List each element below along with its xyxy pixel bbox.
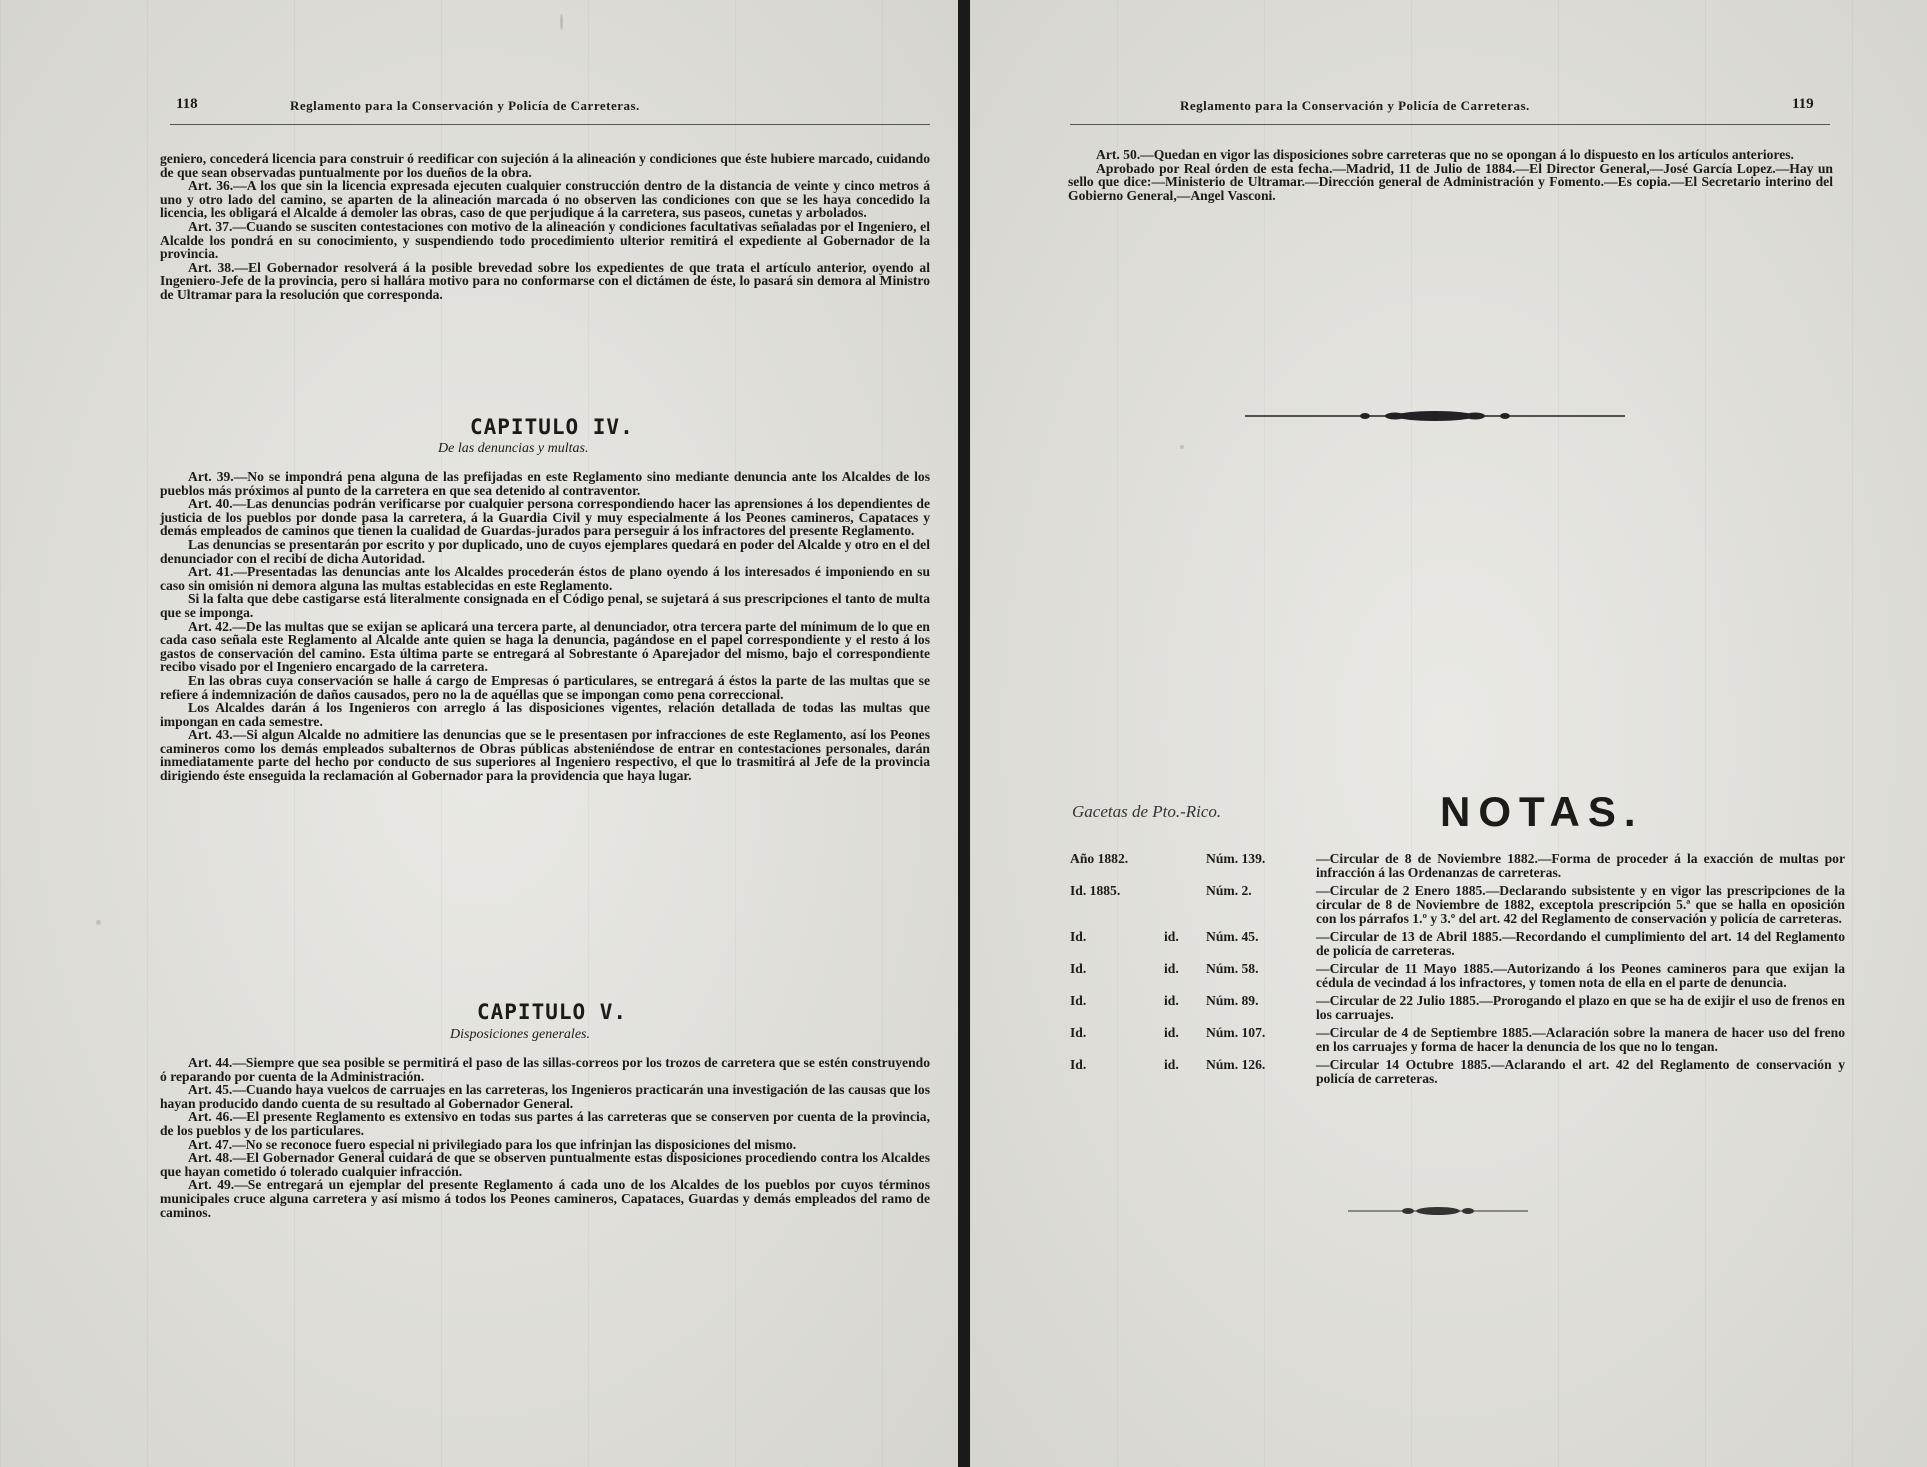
note-number: Núm. 58. <box>1206 961 1259 976</box>
note-description: —Circular de 22 Julio 1885.—Prorogando el plazo en que se ha de exijir el uso de frenos en los carruajes. <box>1316 993 1845 1022</box>
note-description: —Circular de 13 de Abril 1885.—Recordando el cumplimiento del art. 14 del Reglamento de policía de carreteras. <box>1316 929 1845 958</box>
paragraph: Art. 43.—Si algun Alcalde no admitiere las denuncias que se le presentasen por infracciones de este Reglamento, así los Peones camineros como los demás empleados subalternos de Obras públicas absteniéndose de entrar en contestaciones personales, darán inmediatamente parte del hecho por conducto de sus superiores al Ingeniero respectivo, el que lo trasmitirá al Jefe de la provincia dirigiendo éste enseguida la reclamación al Gobernador para la providencia que haya lugar. <box>160 727 930 784</box>
paragraph: Art. 36.—A los que sin la licencia expresada ejecuten cualquier construcción dentro de la distancia de veinte y cinco metros á uno y otro lado del camino, se aparten de la alineación marcada ó no observen las condiciones con que se les haya concedido la licencia, les obligará el Alcalde á demoler las obras, caso de que perjudique á la carretera, sus paseos, cunetas y arbolados. <box>160 178 930 221</box>
running-head: Reglamento para la Conservación y Policía de Carreteras. <box>1180 98 1530 113</box>
chapter-subtitle: De las denuncias y multas. <box>438 441 589 456</box>
paragraph: Art. 50.—Quedan en vigor las disposiciones sobre carreteras que no se opongan á lo dispuesto en los artículos anteriores. <box>1096 147 1794 162</box>
chapter-title: CAPITULO IV. <box>470 415 634 439</box>
paragraph: Art. 44.—Siempre que sea posible se permitirá el paso de las sillas-correos por los trozos de carretera que se estén construyendo ó reparando por cuenta de la Administración. <box>160 1055 930 1084</box>
left-page <box>0 0 958 1467</box>
header-rule <box>170 124 930 125</box>
paragraph: Art. 40.—Las denuncias podrán verificarse por cualquier persona correspondiendo hacer las aprensiones á los dependientes de justicia de los pueblos por donde pasa la carretera, á la Guardia Civil y muy especialmente á los Peones camineros, Capataces y demás empleados de caminos que tienen la cualidad de Guardas-jurados para perseguir á los infractores del presente Reglamento. <box>160 496 930 539</box>
notes-table <box>1070 852 1845 1090</box>
note-row <box>1070 994 1845 1022</box>
note-row <box>1070 962 1845 990</box>
note-id: id. <box>1164 929 1179 944</box>
note-number: Núm. 126. <box>1206 1057 1266 1072</box>
book-gutter <box>958 0 970 1467</box>
paragraph: Art. 45.—Cuando haya vuelcos de carruajes en las carreteras, los Ingenieros practicarán una investigación de las causas que los hayan producido dando cuenta de su resultado al Gobernador General. <box>160 1082 930 1111</box>
note-description: —Circular de 11 Mayo 1885.—Autorizando á los Peones camineros para que exijan la cédula de vecindad á los infractores, y tomen nota de ella en el parte de denuncia. <box>1316 961 1845 990</box>
page-number: 119 <box>1792 96 1814 112</box>
note-id <box>1164 852 1206 880</box>
chapter-title: CAPITULO V. <box>477 1000 628 1024</box>
note-description: —Circular de 4 de Septiembre 1885.—Aclaración sobre la manera de hacer uso del freno en los carruajes y forma de hacer la denuncia de los que no lo tengan. <box>1316 1025 1845 1054</box>
paragraph: Art. 37.—Cuando se susciten contestaciones con motivo de la alineación y condiciones facultativas señaladas por el Ingeniero, el Alcalde los pondrá en su conocimiento, y suspendiendo todo procedimiento ulterior remitirá el expediente al Gobernador de la provincia. <box>160 218 930 262</box>
ink-speck <box>1530 800 1534 804</box>
paragraph: Art. 41.—Presentadas las denuncias ante los Alcaldes procederán éstos de plano oyendo á los interesados é imponiendo en su caso sin omisión ni demora alguna las multas establecidas en este Reglamento. <box>160 564 930 593</box>
header-rule <box>1070 124 1830 125</box>
paragraph: Art. 49.—Se entregará un ejemplar del presente Reglamento á cada uno de los Alcaldes de los pueblos por cuyos términos municipales cruce alguna carretera y así mismo á todos los Peones camineros, Capataces, Guardas y demás empleados del ramo de caminos. <box>160 1177 930 1220</box>
note-id: id. <box>1164 961 1179 976</box>
note-description: —Circular de 2 Enero 1885.—Declarando subsistente y en vigor las prescripciones de la circular de 8 de Noviembre de 1882, exceptola prescripción 5.ª que se halla en oposición con los párrafos 1.º y 3.º del art. 42 del Reglamento de conservación y policía de carreteras. <box>1316 883 1845 926</box>
note-row <box>1070 1026 1845 1054</box>
notas-title: NOTAS. <box>1440 788 1644 835</box>
note-year: Id. <box>1070 1025 1087 1040</box>
note-number: Núm. 107. <box>1206 1025 1266 1040</box>
text-block <box>160 470 930 783</box>
note-number: Núm. 45. <box>1206 929 1259 944</box>
note-year: Id. <box>1070 1057 1087 1072</box>
ink-speck <box>560 14 563 30</box>
paragraph: Aprobado por Real órden de esta fecha.—Madrid, 11 de Julio de 1884.—El Director General,—José García Lopez.—Hay un sello que dice:—Ministerio de Ultramar.—Dirección general de Administración y Fomento.—Es copia.—El Secretario interino del Gobierno General,—Angel Vasconi. <box>1068 160 1833 203</box>
paragraph: Art. 42.—De las multas que se exijan se aplicará una tercera parte, al denunciador, otra tercera parte del mínimum de lo que en cada caso señala este Reglamento al Alcalde ante quien se haga la denuncia, pagándose en el papel correspondiente y el resto á los gastos de conservación del camino. Esta última parte se entregará al Sobrestante ó Aparejador del mismo, bajo el correspondiente recibo visado por el Ingeniero encargado de la carretera. <box>160 618 930 675</box>
paragraph: Si la falta que debe castigarse está literalmente consignada en el Código penal, se sujetará á sus prescripciones el tanto de multa que se imponga. <box>160 591 930 620</box>
paragraph: En las obras cuya conservación se halle á cargo de Empresas ó particulares, se entregará á éstos la parte de las multas que se refiere á indemnización de daños causados, pero no la de aquéllas que se impongan como pena correccional. <box>160 672 930 702</box>
chapter-subtitle: Disposiciones generales. <box>450 1027 590 1042</box>
note-id <box>1164 884 1206 926</box>
paragraph: Art. 48.—El Gobernador General cuidará de que se observen puntualmente estas disposiciones procediendo contra los Alcaldes que hayan cometido ó tolerado cualquier infracción. <box>160 1150 930 1179</box>
note-year: Año 1882. <box>1070 851 1129 866</box>
page-number: 118 <box>176 96 198 112</box>
note-year: Id. <box>1070 929 1087 944</box>
text-block <box>1068 148 1833 202</box>
paragraph: geniero, concederá licencia para construir ó reedificar con sujeción á la alineación y condiciones que éste hubiere marcado, cuidando de que sean observadas puntualmente por los dueños de la obra. <box>160 151 930 180</box>
text-block <box>160 1056 930 1219</box>
note-number: Núm. 89. <box>1206 993 1259 1008</box>
note-year: Id. 1885. <box>1070 883 1121 898</box>
text-block <box>160 152 930 302</box>
note-id: id. <box>1164 993 1179 1008</box>
note-number: Núm. 2. <box>1206 883 1252 898</box>
gaceta-label: Gacetas de Pto.-Rico. <box>1072 802 1222 821</box>
note-row <box>1070 1058 1845 1086</box>
note-year: Id. <box>1070 961 1087 976</box>
paragraph: Las denuncias se presentarán por escrito y por duplicado, uno de cuyos ejemplares quedará en poder del Alcalde y otro en el del denunciador con el recibí de dicha Autoridad. <box>160 536 930 566</box>
paragraph: Art. 46.—El presente Reglamento es extensivo en todas sus partes á las carreteras que se conserven por cuenta de la provincia, de los pueblos y de los particulares. <box>160 1109 930 1138</box>
note-id: id. <box>1164 1057 1179 1072</box>
ornament-divider <box>1348 1205 1528 1217</box>
note-row <box>1070 930 1845 958</box>
paragraph: Art. 47.—No se reconoce fuero especial ni privilegiado para los que infrinjan las disposiciones del mismo. <box>188 1136 797 1152</box>
right-page <box>970 0 1927 1467</box>
note-year: Id. <box>1070 993 1087 1008</box>
ink-speck <box>1180 445 1184 449</box>
note-row <box>1070 852 1845 880</box>
note-id: id. <box>1164 1025 1179 1040</box>
note-number: Núm. 139. <box>1206 851 1266 866</box>
note-description: —Circular de 8 de Noviembre 1882.—Forma de proceder á la exacción de multas por infracción á las Ordenanzas de carreteras. <box>1316 851 1845 880</box>
ink-speck <box>96 920 101 925</box>
ornament-divider <box>1245 410 1625 422</box>
paragraph: Los Alcaldes darán á los Ingenieros con arreglo á las disposiciones vigentes, relación detallada de todas las multas que impongan en cada semestre. <box>160 700 930 729</box>
note-row <box>1070 884 1845 926</box>
note-description: —Circular 14 Octubre 1885.—Aclarando el art. 42 del Reglamento de conservación y policía de carreteras. <box>1316 1057 1845 1086</box>
paragraph: Art. 38.—El Gobernador resolverá á la posible brevedad sobre los expedientes de que trata el artículo anterior, oyendo al Ingeniero-Jefe de la provincia, pero si hallára motivo para no conformarse con el dictámen de éste, lo pasará sin demora al Ministro de Ultramar para la resolución que corresponda. <box>160 259 930 302</box>
running-head: Reglamento para la Conservación y Policía de Carreteras. <box>290 98 640 113</box>
paragraph: Art. 39.—No se impondrá pena alguna de las prefijadas en este Reglamento sino mediante denuncia ante los Alcaldes de los pueblos más próximos al punto de la carretera en que sea detenido al contraventor. <box>160 469 930 498</box>
